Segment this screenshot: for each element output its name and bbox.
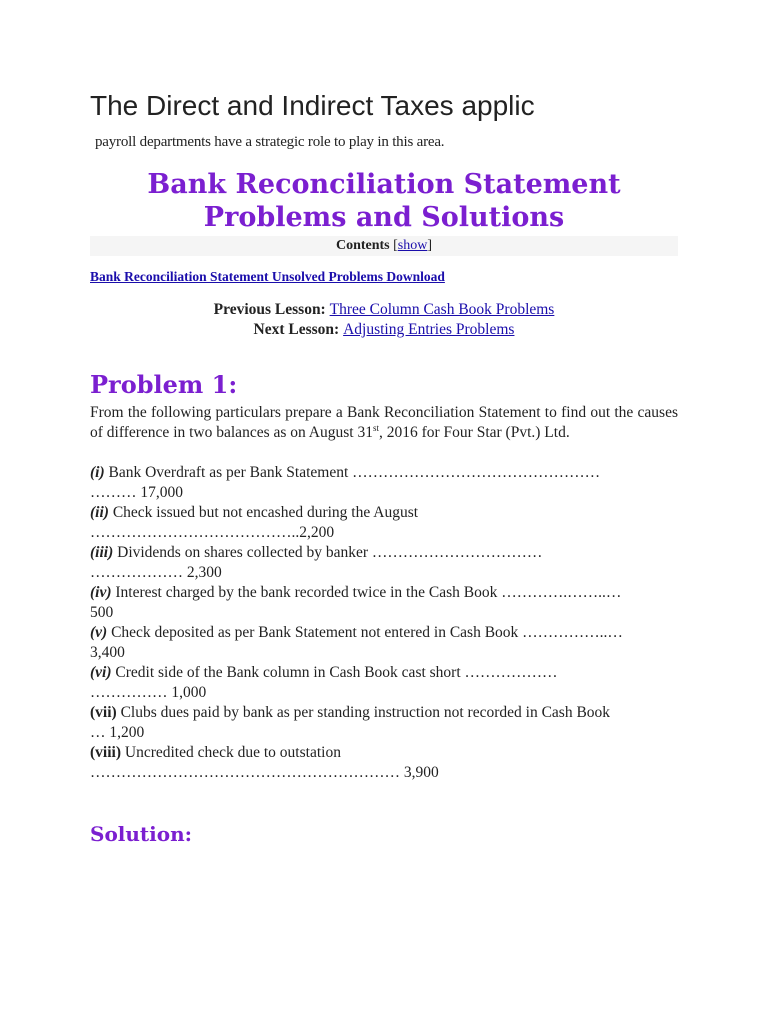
item-text: Dividends on shares collected by banker …………………………… (113, 544, 543, 561)
item-amount-line: 3,400 (90, 644, 125, 661)
problem-intro-paragraph (90, 403, 678, 443)
list-item (90, 463, 678, 503)
item-amount-line: …………… 1,000 (90, 684, 207, 701)
next-lesson-row (90, 321, 678, 339)
intro-text: From the following particulars prepare a Bank Reconciliation Statement to find out the causes of difference in two balances as on August 31 (90, 404, 678, 441)
item-text: Bank Overdraft as per Bank Statement ………………………………………… (104, 464, 601, 481)
item-number: (v) (90, 624, 108, 641)
previous-lesson-row (90, 301, 678, 319)
item-number: (vii) (90, 704, 117, 721)
item-number: (i) (90, 464, 105, 481)
intro-text-end: , 2016 for Four Star (Pvt.) Ltd. (378, 424, 570, 441)
item-amount-line: ……… 17,000 (90, 484, 183, 501)
document-title-line-1: Bank Reconciliation Statement (147, 169, 621, 200)
document-title (90, 168, 678, 234)
contents-close-bracket: ] (427, 238, 433, 253)
list-item (90, 703, 678, 743)
item-amount-line: …………………………………………………… 3,900 (90, 764, 439, 781)
previous-lesson-link[interactable]: Three Column Cash Book Problems (329, 301, 555, 318)
item-amount-line: …………………………………..2,200 (90, 524, 335, 541)
item-text: Check deposited as per Bank Statement not entered in Cash Book ……………..… (107, 624, 623, 641)
document-title-line-2: Problems and Solutions (203, 202, 565, 233)
page-title: The Direct and Indirect Taxes applic (90, 90, 535, 121)
solution-heading: Solution: (90, 822, 193, 846)
item-text: Clubs dues paid by bank as per standing instruction not recorded in Cash Book (116, 704, 611, 721)
problem-items-list (90, 463, 678, 783)
item-text: Uncredited check due to outstation (121, 744, 341, 761)
list-item (90, 503, 678, 543)
next-lesson-label: Next Lesson: (253, 321, 344, 338)
item-number: (viii) (90, 744, 121, 761)
show-contents-link[interactable]: show (397, 238, 428, 253)
item-amount-line: ……………… 2,300 (90, 564, 222, 581)
item-number: (iv) (90, 584, 112, 601)
item-number: (iii) (90, 544, 114, 561)
table-of-contents-bar (90, 236, 678, 256)
next-lesson-link[interactable]: Adjusting Entries Problems (343, 321, 515, 338)
list-item (90, 583, 678, 623)
item-amount-line: 500 (90, 604, 114, 621)
item-text: Interest charged by the bank recorded twice in the Cash Book ………….……..… (111, 584, 622, 601)
page-subtitle: payroll departments have a strategic role to play in this area. (95, 134, 445, 150)
unsolved-problems-download-link[interactable]: Bank Reconciliation Statement Unsolved Problems Download (90, 269, 445, 284)
list-item (90, 623, 678, 663)
problem-heading: Problem 1: (90, 370, 238, 399)
contents-label: Contents (335, 238, 390, 253)
item-text: Credit side of the Bank column in Cash Book cast short ……………… (111, 664, 558, 681)
item-text: Check issued but not encashed during the August (108, 504, 419, 521)
item-amount-line: … 1,200 (90, 724, 145, 741)
item-number: (ii) (90, 504, 109, 521)
list-item (90, 743, 678, 783)
previous-lesson-label: Previous Lesson: (213, 301, 330, 318)
contents-open-bracket: [ (389, 238, 398, 253)
intro-superscript: st (372, 422, 379, 433)
list-item (90, 543, 678, 583)
item-number: (vi) (90, 664, 112, 681)
list-item (90, 663, 678, 703)
